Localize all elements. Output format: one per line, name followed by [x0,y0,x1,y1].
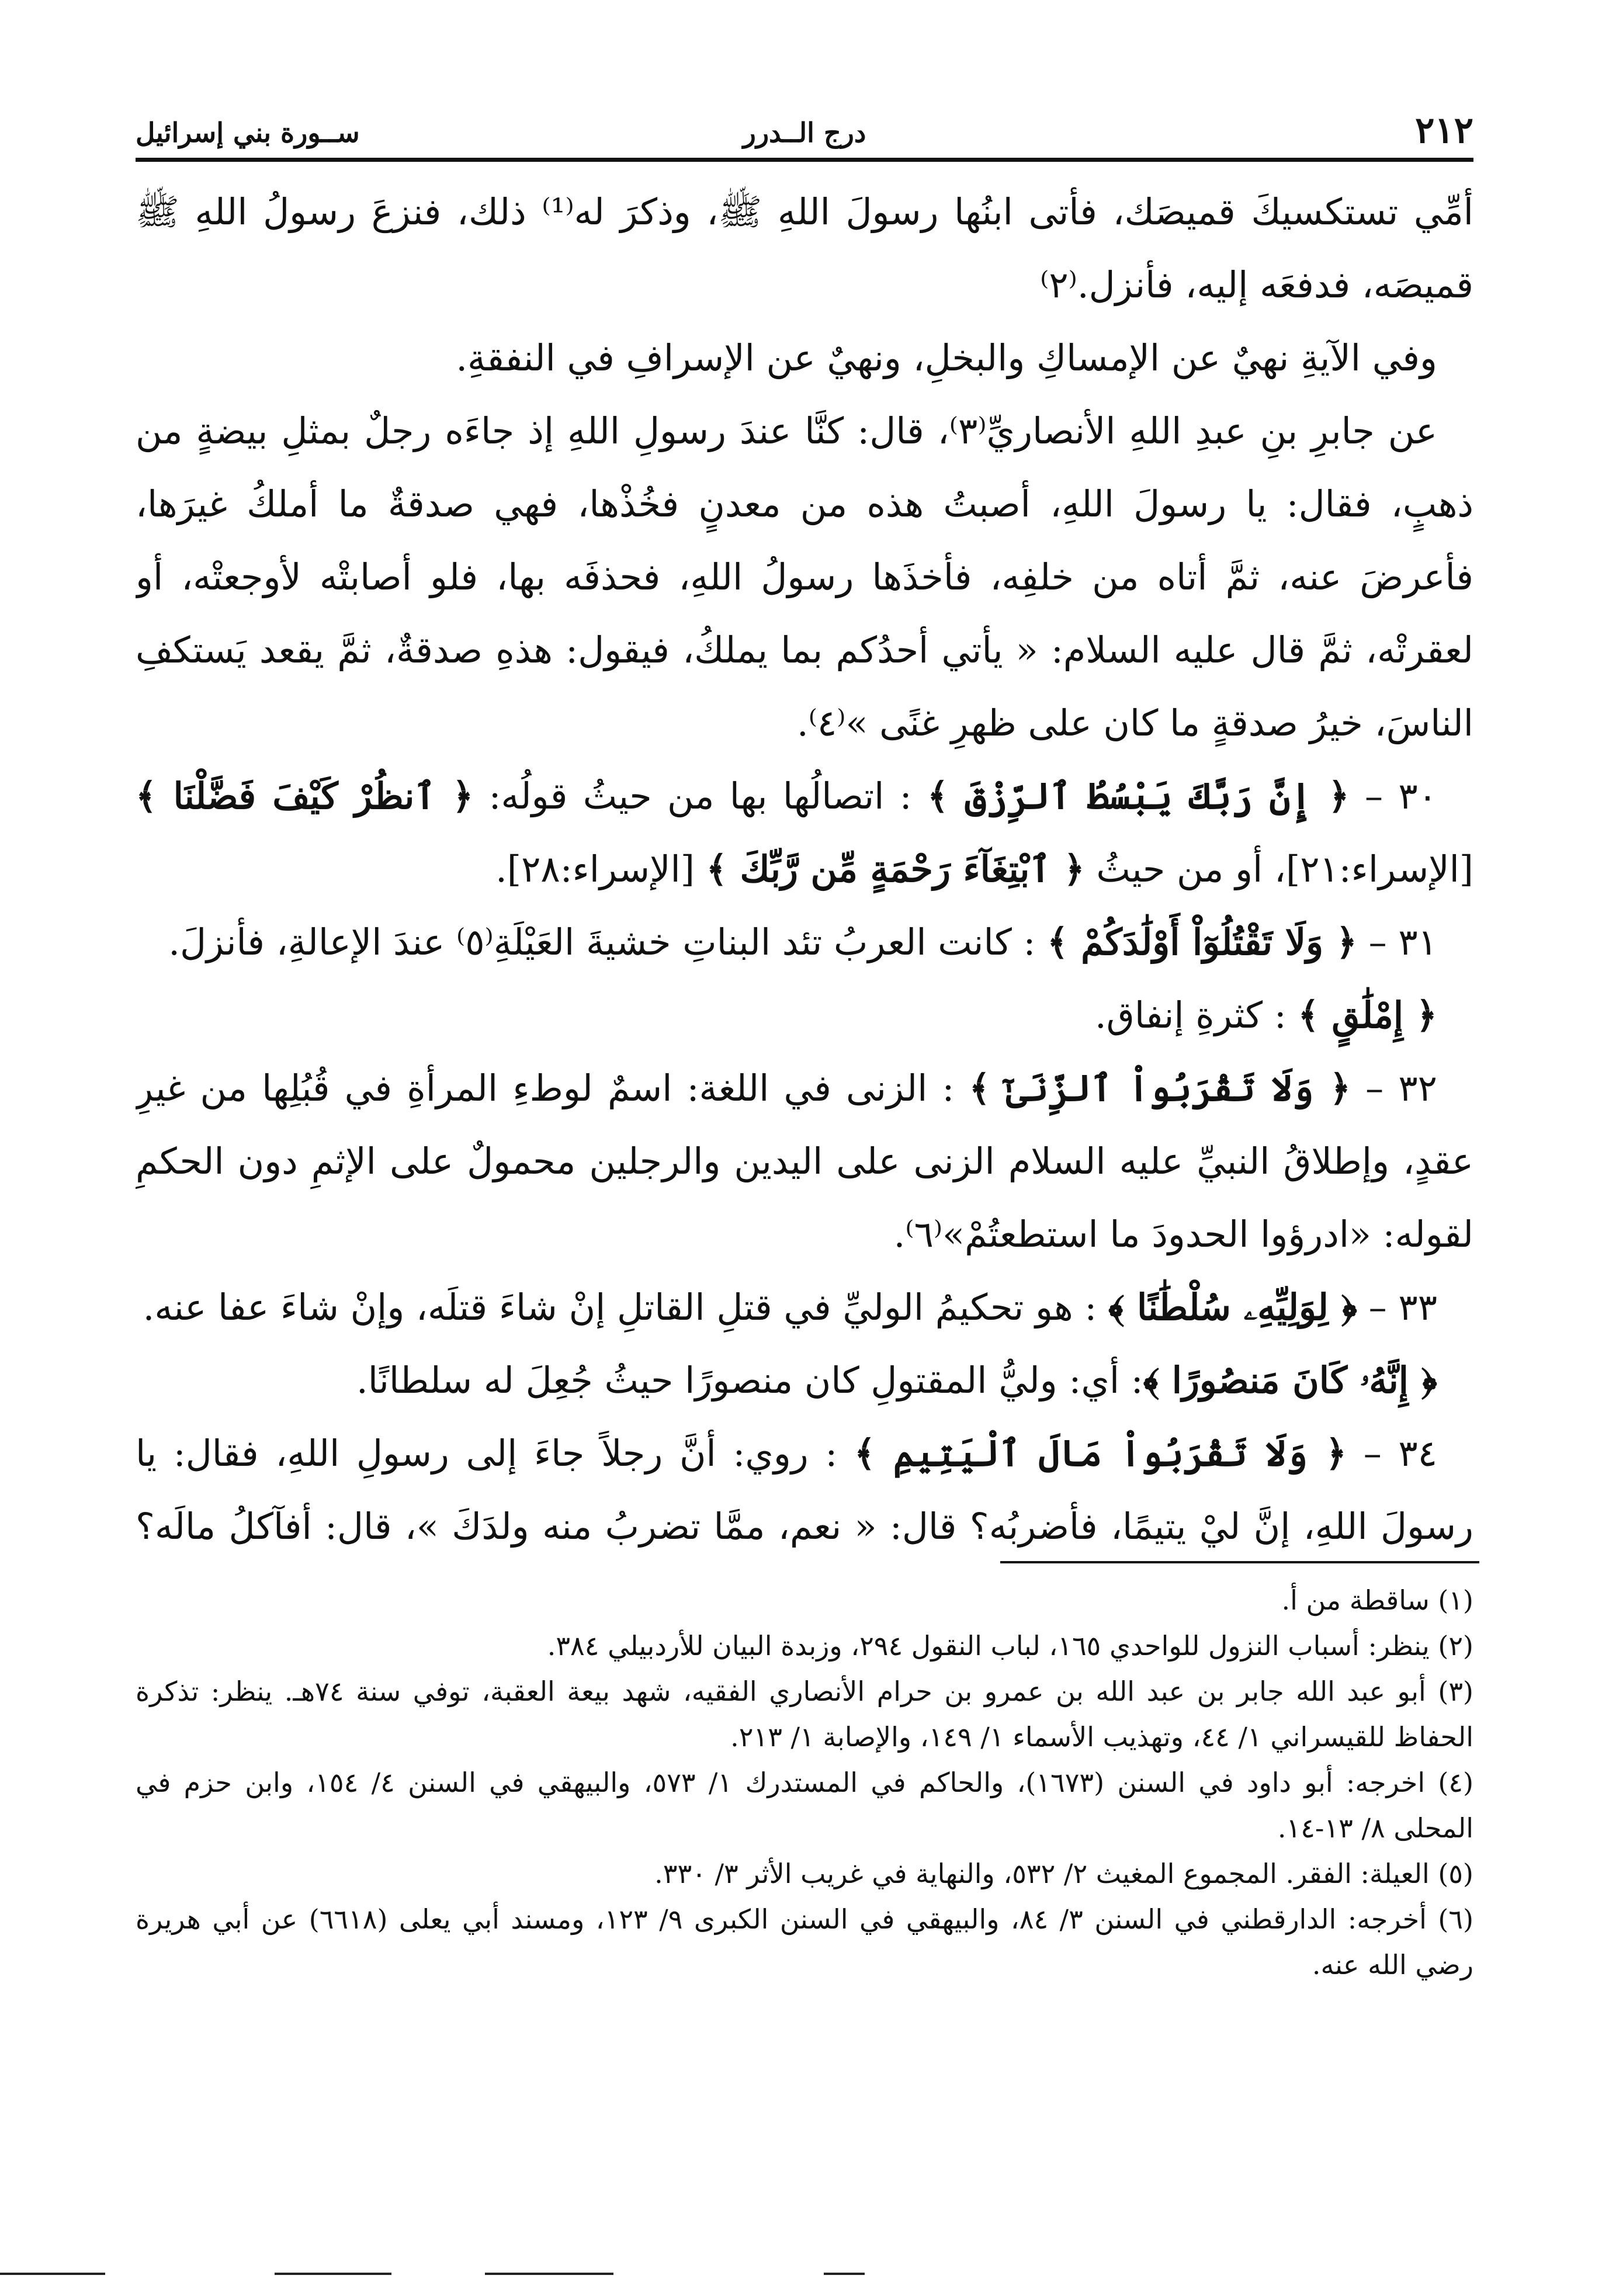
commentary-text: : الزنى في اللغة: اسمٌ لوطءِ المرأةِ في قُبُلِها من غيرِ عقدٍ، وإطلاقُ النبيِّ عليه السلام الزنى على اليدين والرجلين محمولٌ على الإثمِ دون الحكمِ لقوله: «ادرؤوا الحدودَ ما استطعتُمْ»⁽٦⁾. [136,1067,1473,1255]
verse-commentary [136,906,1473,979]
verse-commentary [136,1344,1473,1417]
quran-quote: ﴿ وَلَا تَقْرَبُواْ ٱلزِّنَىٰٓ ﴾ [969,1067,1351,1109]
commentary-text: [الإسراء:٢١]، أو من حيثُ [1084,848,1473,890]
header-rule [136,158,1473,162]
verse-number: ٣١ – [1368,921,1437,963]
quran-quote: ﴿ ٱبْتِغَآءَ رَحْمَةٍ مِّن رَّبِّكَ ﴾ [706,848,1085,890]
footnote: (٦) أخرجه: الدارقطني في السنن ٣/ ٨٤، والبيهقي في السنن الكبرى ٩/ ١٢٣، ومسند أبي يعلى (٦٦١٨) عن أبي هريرة رضي الله عنه. [136,1903,1473,1981]
commentary-text: [الإسراء:٢٨]. [495,848,706,890]
verse-commentary [136,759,1473,906]
verse-commentary [136,1052,1473,1271]
footnote: (١) ساقطة من أ. [1281,1584,1473,1616]
verse-commentary [136,1271,1473,1344]
commentary-text: : روي: أنَّ رجلاً جاءَ إلى رسولِ اللهِ، فقال: يا رسولَ اللهِ، إنَّ ليْ يتيمًا، فأضربُه؟ قال: « نعم، ممَّا تضربُ منه ولدَكَ »، قال: أفآكلُ مالَه؟ [136,1432,1473,1548]
main-text [136,175,1473,1560]
scan-edge-marks [0,2267,1609,2290]
verse-number: ٣٣ – [1368,1286,1437,1329]
edge-mark [0,2273,105,2275]
quran-quote: ﴿ وَلَا تَقْتُلُوٓاْ أَوْلَٰدَكُمْ ﴾ [1047,921,1357,963]
quran-quote: ﴿ إِمْلَٰقٍ ﴾ [1298,994,1437,1036]
footnote: (٤) اخرجه: أبو داود في السنن (١٦٧٣)، والحاكم في المستدرك ١/ ٥٧٣، والبيهقي في السنن ٤/ ١٥٤، وابن حزم في المحلى ٨/ ١٣-١٤. [136,1767,1473,1844]
page-number: ٢١٢ [1415,109,1473,151]
commentary-text: : هو تحكيمُ الوليِّ في قتلِ القاتلِ إنْ شاءَ قتلَه، وإنْ شاءَ عفا عنه. [143,1286,1108,1329]
commentary-text: : أي: وليُّ المقتولِ كان منصورًا حيثُ جُعِلَ له سلطانًا. [356,1359,1143,1402]
footnote: (٢) ينظر: أسباب النزول للواحدي ١٦٥، لباب النقول ٢٩٤، وزبدة البيان للأردبيلي ٣٨٤. [547,1630,1473,1662]
quran-quote: ﴿ ٱنظُرْ كَيْفَ فَضَّلْنَا ﴾ [136,775,474,817]
quran-quote: ﴿ لِوَلِيِّهِۦ سُلْطَٰنًا ﴾ [1108,1286,1357,1329]
verse-commentary [136,1417,1473,1560]
book-title: درج الــدرر [743,117,866,148]
quran-quote: ﴿ وَلَا تَقْرَبُواْ مَالَ ٱلْيَتِيمِ ﴾ [854,1432,1347,1475]
paragraph: عن جابرِ بنِ عبدِ اللهِ الأنصاريِّ⁽٣⁾، قال: كنَّا عندَ رسولِ اللهِ إذ جاءَه رجلٌ بمثلِ بيضةٍ من ذهبٍ، فقال: يا رسولَ اللهِ، أصبتُ هذه من معدنٍ فخُذْها، فهي صدقةٌ ما أملكُ غيرَها، فأعرضَ عنه، ثمَّ أتاه من خلفِه، فأخذَها رسولُ اللهِ، فحذفَه بها، فلو أصابتْه لأوجعتْه، أو لعقرتْه، ثمَّ قال عليه السلام: « يأتي أحدُكم بما يملكُ، فيقول: هذهِ صدقةٌ، ثمَّ يقعد يَستكفِ الناسَ، خيرُ صدقةٍ ما كان على ظهرِ غنًى »⁽٤⁾. [136,410,1473,744]
edge-mark [824,2273,865,2275]
edge-mark [275,2273,391,2275]
commentary-text: : كانت العربُ تئد البناتِ خشيةَ العَيْلَةِ⁽٥⁾ عندَ الإعالةِ، فأنزلَ. [168,921,1048,963]
footnote: (٥) العيلة: الفقر. المجموع المغيث ٢/ ٥٣٢، والنهاية في غريب الأثر ٣/ ٣٣٠. [654,1858,1473,1889]
verse-commentary [136,979,1473,1052]
paragraph: وفي الآيةِ نهيٌ عن الإمساكِ والبخلِ، ونهيٌ عن الإسرافِ في النفقةِ. [456,337,1437,379]
quran-quote: ﴿ إِنَّ رَبَّكَ يَبْسُطُ ٱلرِّزْقَ ﴾ [927,775,1350,817]
verse-number: ٣٤ – [1363,1432,1437,1475]
verse-number: ٣٢ – [1365,1067,1437,1109]
footnote: (٣) أبو عبد الله جابر بن عبد الله بن عمرو بن حرام الأنصاري الفقيه، شهد بيعة العقبة، توفي سنة ٧٤هـ. ينظر: تذكرة الحفاظ للقيسراني ١/ ٤٤، وتهذيب الأسماء ١/ ١٤٩، والإصابة ١/ ٢١٣. [136,1676,1473,1753]
footnotes [136,1577,1473,2185]
commentary-text: : كثرةِ إنفاق. [1095,994,1298,1036]
running-header [136,104,1473,162]
surah-title: ســورة بني إسرائيل [136,117,360,148]
quran-quote: ﴿ إِنَّهُۥ كَانَ مَنصُورًا ﴾ [1143,1359,1437,1402]
verse-number: ٣٠ – [1365,775,1437,817]
commentary-text: : اتصالُها بها من حيثُ قولُه: [473,775,928,817]
footnote-separator [1000,1561,1479,1563]
paragraph: أمِّي تستكسيكَ قميصَك، فأتى ابنُها رسولَ اللهِ ﷺ، وذكرَ له⁽¹⁾ ذلك، فنزعَ رسولُ اللهِ ﷺ قميصَه، فدفعَه إليه، فأنزل.⁽٢⁾ [136,190,1473,306]
edge-mark [485,2273,613,2275]
